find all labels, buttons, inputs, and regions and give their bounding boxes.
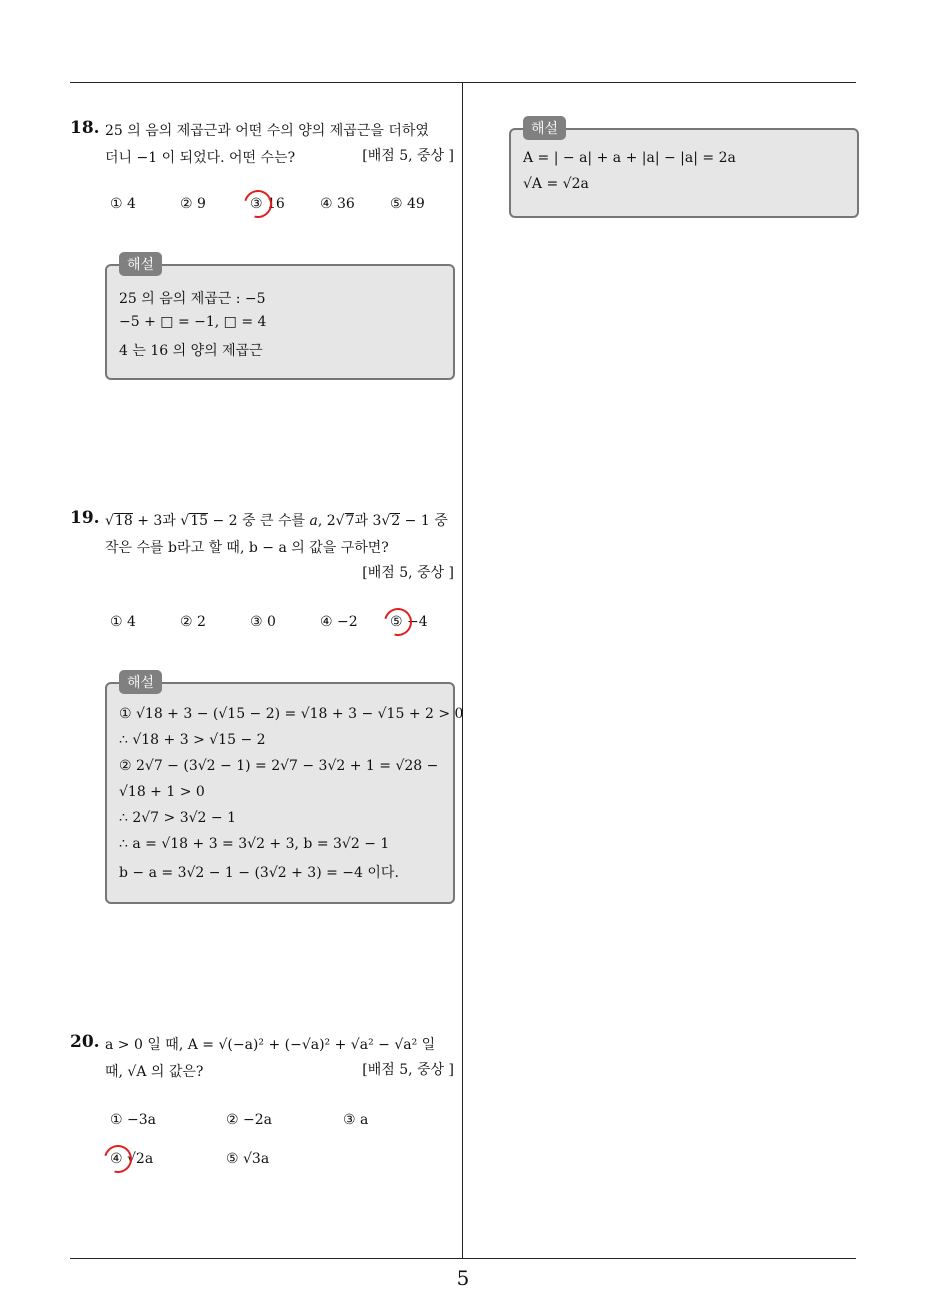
solution-line: 25 의 음의 제곱근 : −5 (119, 291, 266, 307)
bottom-rule (70, 1258, 856, 1259)
choice-2[interactable]: ② −2a (226, 1112, 272, 1128)
solution-line: √18 + 1 > 0 (119, 784, 205, 800)
choice-4[interactable]: ④ √2a (110, 1151, 153, 1167)
solution-line: ∴ 2√7 > 3√2 − 1 (119, 810, 236, 826)
question-line: 때, √A 의 값은? (105, 1064, 204, 1080)
question-number: 20. (70, 1032, 100, 1052)
question-19 (70, 508, 454, 588)
choice-5[interactable]: ⑤ 49 (390, 196, 425, 212)
selected-answer-mark (379, 603, 417, 641)
solution-box (105, 675, 464, 904)
score-label: [배점 5, 중상 ] (362, 1062, 454, 1078)
question-number: 18. (70, 118, 100, 138)
question-line: 더니 −1 이 되었다. 어떤 수는? (105, 150, 296, 166)
solution-tag: 해설 (119, 670, 162, 694)
question-text (105, 508, 454, 562)
solution-tag: 해설 (523, 116, 566, 140)
choice-3[interactable]: ③ 0 (250, 614, 276, 630)
solution-line: b − a = 3√2 − 1 − (3√2 + 3) = −4 이다. (119, 865, 399, 881)
question-line: √18 + 3과 √15 − 2 중 큰 수를 a, 2√7과 3√2 − 1 중 (105, 513, 448, 529)
solution-line: ① √18 + 3 − (√15 − 2) = √18 + 3 − √15 + 2 > 0 (119, 706, 464, 722)
choice-2[interactable]: ② 2 (180, 614, 206, 630)
choice-3[interactable]: ③ 16 (250, 196, 285, 212)
choice-4[interactable]: ④ 36 (320, 196, 355, 212)
choice-1[interactable]: ① −3a (110, 1112, 156, 1128)
question-20 (70, 1032, 454, 1092)
score-label: [배점 5, 중상 ] (362, 565, 454, 581)
solution-box (509, 121, 859, 218)
selected-answer-mark (99, 1140, 137, 1178)
question-line: 25 의 음의 제곱근과 어떤 수의 양의 제곱근을 더하였 (105, 123, 429, 139)
score-label: [배점 5, 중상 ] (362, 148, 454, 164)
solution-line: ② 2√7 − (3√2 − 1) = 2√7 − 3√2 + 1 = √28 − (119, 758, 439, 774)
solution-box (105, 257, 455, 380)
question-line: a > 0 일 때, A = √(−a)² + (−√a)² + √a² − √a² 일 (105, 1037, 436, 1053)
choice-4[interactable]: ④ −2 (320, 614, 358, 630)
choice-1[interactable]: ① 4 (110, 614, 136, 630)
solution-line: ∴ √18 + 3 > √15 − 2 (119, 732, 266, 748)
choice-1[interactable]: ① 4 (110, 196, 136, 212)
solution-line: 4 는 16 의 양의 제곱근 (119, 343, 263, 359)
choice-5[interactable]: ⑤ −4 (390, 614, 428, 630)
solution-line: √A = √2a (523, 176, 589, 192)
choice-5[interactable]: ⑤ √3a (226, 1151, 270, 1167)
column-divider (462, 82, 463, 1258)
top-rule (70, 82, 856, 83)
page-number: 5 (456, 1266, 470, 1290)
solution-tag: 해설 (119, 252, 162, 276)
choice-2[interactable]: ② 9 (180, 196, 206, 212)
solution-line: A = | − a| + a + |a| − |a| = 2a (523, 150, 736, 166)
question-line: 작은 수를 b라고 할 때, b − a 의 값을 구하면? (105, 540, 389, 556)
question-number: 19. (70, 508, 100, 528)
solution-line: −5 + □ = −1, □ = 4 (119, 314, 267, 330)
choice-3[interactable]: ③ a (343, 1112, 369, 1128)
solution-line: ∴ a = √18 + 3 = 3√2 + 3, b = 3√2 − 1 (119, 836, 390, 852)
